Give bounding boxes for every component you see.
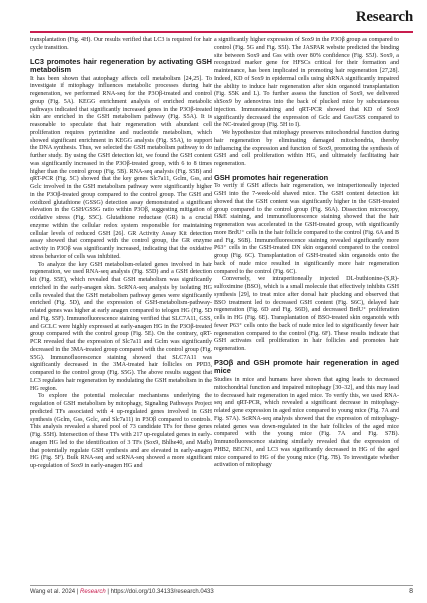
- section-heading: P3Oβ and GSH promote hair regeneration in aged mice: [214, 357, 399, 376]
- citation-authors: Wang et al. 2024 |: [30, 589, 79, 595]
- paragraph: It has been shown that autophagy affects cell metabolism [24,25]. To investigate if mitophagy influences metabolic processes during hair regeneration, we performed RNA-seq for the P3Oβ-treated and control group (Fig. 5A). KEGG enrichment analysis of enriched metabolic pathways indicated that significantly increased genes in the P3Oβ-treated skin are enriched in the GSH metabolism pathway (Fig. S5A). It is reasonable to speculate that hair regeneration with abundant cell proliferation requires pyrimidine and nucleotide metabolism, which showed significant enrichment in KEGG analysis (Fig. S5A), to support the DNA synthesis. Thus, we selected the GSH metabolism pathway to do further study. By using the GSH detection kit, we found the GSH content was significantly increased in the P3Oβ-treated group, with 6 to 8 times higher than the control group (Fig. 5B). RNA-seq analysis (Fig. S5B) and qRT-PCR (Fig. 5C) showed that the key genes Slc7a11, Gclm, Gss, and Gclc involved in the GSH metabolism pathway were significantly higher in the P3Oβ-treated group compared to the control group. The GSH and oxidized glutathione (GSSG) detection assay demonstrated a significant elevation in the GSH/GSSG ratio within P3Oβ, suggesting mitigation of oxidative stress (Fig. S5C). Glutathione reductase (GR) is a crucial enzyme within the cellular redox system responsible for maintaining cellular levels of reduced GSH [26]. GR Activity Assay Kit detection assay showed that compared with the control group, the GR enzyme activity in P3Oβ was significantly increased, indicating that the oxidative stress behavior of cells was inhibited.: [30, 75, 212, 260]
- paragraph: Conversely, we intraperitoneally injected DL-buthionine-(S,R)-sulfoximine (BSO), which is a small molecule that effectively inhibits GSH synthesis [29], to treat mice after dorsal hair plucking and observed that BSO treatment led to decreased GSH content (Fig. S6C), delayed hair regeneration (Fig. 6D and Fig. S6D), and decreased BrdU⁺ proliferation cells in HG (Fig. 6E). Transplantation of BSO-treated skin organoids with fewer P63⁺ cells onto the back of nude mice led to significantly fewer hair regeneration compared to the control (Fig. 6F). These results indicate that GSH activates cell proliferation in hair follicles and promotes hair regeneration.: [214, 276, 399, 353]
- header-rule: [30, 31, 413, 33]
- paragraph: transplantation (Fig. 4H). Our results verified that LC3 is required for hair cycle transition.: [30, 37, 212, 51]
- section-heading: LC3 promotes hair regeneration by activating GSH metabolism: [30, 56, 212, 75]
- citation-journal: Research: [80, 589, 106, 595]
- paragraph: To explore the potential molecular mechanisms underlying the regulation of GSH metabolism by mitophagy, Signaling Pathways Project predicted TFs associated with 4 up-regulated genes involved in GSH synthesis (Gclm, Gss, Gclc, and Slc7a11) in P3Oβ compared to controls. This analysis revealed a shared pool of 73 candidate TFs for these genes (Fig. S5H). Intersection of these TFs with 217 up-regulated genes in early-anagen HG led to the identification of 3 TFs (Sox9, Bhlhe40, and Mafb) that potentially regulate GSH synthesis and are elevated in early-anagen HG (Fig. 5F). Bulk RNA-seq and scRNA-seq showed a more significant up-regulation of Sox9 in early-anagen HG and: [30, 393, 212, 470]
- paragraph: Studies in mice and humans have shown that aging leads to decreased mitochondrial function and impaired mitophagy [30–32], and this may lead to decreased hair regeneration in aged mice. To verify this, we used RNA-seq and qRT-PCR, which revealed a significant decrease in mitophagy-related gene expression in aged mice compared to young mice (Fig. 7A and Fig. S7A). ScRNA-seq analysis showed that the expression of mitophagy-related genes was down-regulated in the hair follicles of the aged mice compared with the young mice (Fig. 7A and Fig. S7B). Immunofluorescence staining similarly revealed that the expression of PHB2, BECN1, and LC3 was significantly decreased in HG of the aged mice compared to HG of the young mice (Fig. 7B). To investigate whether activation of mitophagy: [214, 377, 399, 469]
- journal-header-title: Research: [355, 9, 413, 25]
- citation-doi-link[interactable]: | https://doi.org/10.34133/research.0433: [107, 589, 214, 595]
- section-heading: GSH promotes hair regeneration: [214, 172, 329, 182]
- paragraph: We hypothesize that mitophagy preserves mitochondrial function during hair regeneration by eliminating damaged mitochondria, thereby influencing the expression and function of Sox9, promoting the synthesis of GSH and cell proliferation within HG, and ultimately facilitating hair regeneration.: [214, 130, 399, 167]
- paragraph: To verify if GSH affects hair regeneration, we intraperitoneally injected GSH into the 7-week-old shaved mice. The GSH content detection kit showed that the GSH content was significantly higher in the GSH-treated group compared to the control group (Fig. S6A). Dissection microscopy, H&E staining, and immunofluorescence staining showed that the hair regeneration was accelerated in the GSH-treated group, with significantly more BrdU⁺ cells in the hair follicle compared to the control (Fig. 6A and B and Fig. S6B). Immunofluorescence staining revealed significantly more P63⁺ cells in the GSH-treated DN skin organoid compared to the control group (Fig. 6C). Transplantation of GSH-treated skin organoids onto the back of nude mice resulted in significantly more hair regeneration compared to the control (Fig. 6C).: [214, 183, 399, 275]
- paragraph: To analyze the key GSH metabolism-related genes involved in hair regeneration, we used RNA-seq analysis (Fig. S5D) and a GSH detection kit (Fig. S5E), which revealed that GSH metabolism was significantly enriched in the early-anagen skin. ScRNA-seq analysis by isolating HG cells revealed that the GSH metabolism pathway genes were significantly enriched (Fig. 5D), and the expression of GSH-metabolism-pathway-related genes was higher at early anagen compared to telogen HG (Fig. 5D and Fig. S5F). Immunofluorescence staining verified that SLC7A11, GSS, and GCLC were highly expressed at early-anagen HG in the P3Oβ-treated group compared with the control group (Fig. 5E). On the contrary, qRT-PCR revealed that the expression of Slc7a11 and Gclm was significantly decreased in the 3MA-treated group compared with the control group (Fig. S5G). Immunofluorescence staining showed that SLC7A11 was significantly decreased in the 3MA-treated hair follicles on PPD3, compared to the control group (Fig. S5G). The above results suggest that LC3 regulates hair regeneration by modulating the GSH metabolism in the HG region.: [30, 261, 212, 392]
- paragraph: a significantly higher expression of Sox9 in the P3Oβ group as compared to control (Fig. 5G and Fig. S5I). The JASPAR website predicted the binding site between Sox9 and Gss with over 80% confidence (Fig. S5J). Sox9, a recognized marker gene for HFSCs critical for their formation and maintenance, has been implicated in promoting hair regeneration [27,28]. Indeed, KD of Sox9 in epidermal cells using shRNA significantly impaired the ability to induce hair regeneration after skin organoid transplantation (Fig. S5K and L). To further assess the function of Sox9, we delivered shSox9 by adenovirus into the back of plucked mice by subcutaneous injection. Immunostaining and qRT-PCR showed that KD of Sox9 significantly decreased the expression of Gclc and Gss/GSS compared to the NC-treated group (Fig. 5H to I).: [214, 37, 399, 129]
- right-column: [214, 37, 399, 470]
- left-column: [30, 37, 212, 471]
- footer-citation: [30, 589, 214, 595]
- page-number: 8: [409, 588, 413, 595]
- footer-rule: [30, 585, 413, 586]
